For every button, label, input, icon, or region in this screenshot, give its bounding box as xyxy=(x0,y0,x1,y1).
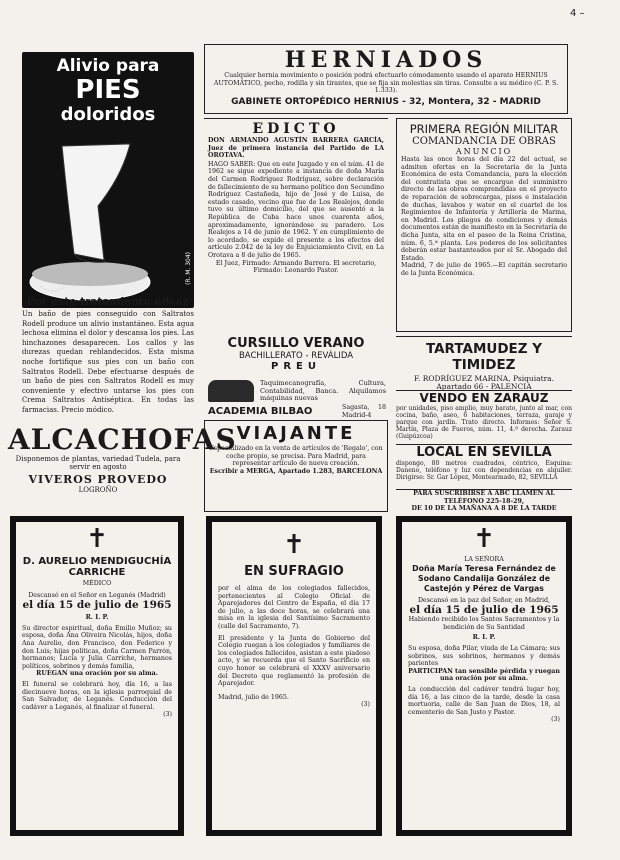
pies-banner-line3: doloridos xyxy=(60,104,156,125)
obit3-line2: Habiendo recibido los Santos Sacramentos y la bendición de Su Santidad xyxy=(408,616,560,631)
region-date: Madrid, 7 de julio de 1965.—El capitán secretario de la Junta Económica. xyxy=(401,262,567,277)
pies-banner-line1: Alivio para xyxy=(56,56,160,76)
edicto-title: EDICTO xyxy=(252,121,340,137)
pies-illustration xyxy=(22,52,194,308)
subscription-ad xyxy=(396,489,572,511)
cursillo-ad xyxy=(204,336,388,418)
obit3-body: Su esposa, doña Pilar, viuda de La Cámara; sus sobrinos, sus sobrinos, hermanos y demás parientes xyxy=(408,644,560,668)
obit3-name: Doña María Teresa Fernández de Sodano Candalija González de Castejón y Pérez de Vargas xyxy=(412,563,556,593)
obit1-name-line1: D. AURELIO MENDIGUCHÍA xyxy=(22,556,172,567)
zarauz-title: VENDO EN ZARAUZ xyxy=(419,391,549,405)
foot-basin-drawing xyxy=(22,136,194,306)
pies-headline: Por este tratamiento eficaz xyxy=(27,296,189,308)
obituary-sufragio xyxy=(206,516,382,836)
pies-body: Un baño de pies conseguido con Saltratos Rodell produce un alivio instantáneo. Esta agua lechosa elimina el dolor y descansa los pies. Las hinchazones desaparecen. Los callos y las durezas quedan reblandecidos. Esta misma noche fortifique sus pies con un baño con Saltratos Rodell. Debe efectuarse después de un baño de pies con Saltratos Rodell es muy conveniente y efectivo untarse los pies con Crema Saltratos Antiséptica. En todas las farmacias. Precio módico. xyxy=(22,310,194,414)
obit3-date: el día 15 de julio de 1965 xyxy=(409,604,559,617)
edicto-signature: El Juez, Firmado: Armando Barrera. El secretario, Firmado: Leonardo Pastor. xyxy=(215,259,377,275)
tartamudez-ad xyxy=(396,336,572,391)
cursillo-address: Sagasta, 18 Madrid-4 xyxy=(342,404,386,419)
region-subtitle: COMANDANCIA DE OBRAS xyxy=(412,136,556,147)
region-title: PRIMERA REGIÓN MILITAR xyxy=(409,122,559,136)
obit2-body2: El presidente y la Junta de Gobierno del Colegio ruegan a los colegiados y familiares de los colegiados fallecidos, asistan a este piadoso acto, y se recuerda que el Santo Sacrificio en cuyo honor se celebrará el XXXV aniversario del Decreto que reglamentó la profesión de Aparejador. xyxy=(218,634,370,688)
subscription-line1: PARA SUSCRIBIRSE A ABC LLAMEN AL TELÉFONO 225-18-29, xyxy=(413,490,555,505)
obit1-ruegan: RUEGAN una oración por su alma. xyxy=(36,670,158,678)
obit3-line1: Descansó en la paz del Señor, en Madrid, xyxy=(417,596,551,604)
obit1-date: el día 15 de julio de 1965 xyxy=(22,599,172,612)
region-ad xyxy=(396,118,572,332)
alcachofas-brand: VIVEROS PROVEDO xyxy=(28,473,168,487)
obit1-code: (3) xyxy=(163,711,172,719)
herniados-footer: GABINETE ORTOPÉDICO HERNIUS - 32, Montera, 32 - MADRID xyxy=(231,96,541,107)
cursillo-courses: Taquimecanografía, Cultura, Contabilidad, Banca. Alquilamos máquinas nuevas xyxy=(260,379,386,403)
obit1-role: MÉDICO xyxy=(82,580,112,587)
edicto-body: HAGO SABER: Que en este Juzgado y en el núm. 41 de 1962 se sigue expediente a instancia de doña María del Carmen Rodríguez Rodríguez, sobre declaración de fallecimiento de su hermano político don Secundino Rodríguez Castañeda, hijo de José y de Luisa, de estado casado, vecino que fue de Los Realejos, donde tuvo su último domicilio, del que se ausentó a la República de Cuba hace unos cuarenta años, aproximadamente, ignorándose su paradero. Los Realejos a 14 de junio de 1962. Y en cumplimiento de lo acordado, se expide el presente a los efectos del artículo 2.042 de la ley de Enjuiciamiento Civil, en La Orotava a 8 de julio de 1965. xyxy=(208,160,384,259)
obit2-code: (3) xyxy=(361,701,370,709)
sevilla-body: dispongo, 80 metros cuadrados, céntrico, Esquina: Daneno, teléfono y luz con dependencias en alquiler. Dirigirse: Sr. Gar López, Montearmado, 82, SEVILLA xyxy=(396,460,572,481)
pies-ad xyxy=(22,52,194,416)
obit3-pre: LA SEÑORA xyxy=(464,556,504,563)
obit2-body1: por el alma de los colegiados fallecidos, pertenecientes al Colegio Oficial de Aparejadores del Centro de España, el día 17 de julio, a las doce horas, se celebrará una misa en la iglesia del Santísimo Sacramento (calle del Sacramento, 7). xyxy=(218,585,370,630)
cross-icon: ✝ xyxy=(473,524,495,554)
cursillo-title: CURSILLO VERANO xyxy=(227,336,365,351)
obit3-code: (3) xyxy=(551,716,560,724)
typist-illustration xyxy=(208,380,254,402)
obit2-title: EN SUFRAGIO xyxy=(244,564,344,579)
obit1-rip: R. I. P. xyxy=(85,614,109,622)
obit1-funeral: El funeral se celebrará hoy, día 16, a las diecinueve horas, en la iglesia parroquial de San Salvador, de Leganés. Conducción del cadáver a Leganés, al finalizar el funeral. xyxy=(22,680,172,711)
obit1-line1: Descansó en el Señor en Leganés (Madrid) xyxy=(28,591,166,599)
pies-banner-line2: PIES xyxy=(75,75,141,105)
viajante-ad xyxy=(204,420,388,512)
cross-icon: ✝ xyxy=(283,530,305,560)
zarauz-body: por unidades, piso amplio, muy barato, junto al mar, con cocina, baño, aseo, 6 habitaciones, terraza, garaje y parque con jardín. Trato directo. Informes: Señor S. Martín, Plaza de Fueros, núm. 11, 4.º derecha. Zarauz (Guipúzcoa) xyxy=(396,405,572,440)
cursillo-subtitle: BACHILLERATO - REVÁLIDA xyxy=(238,351,354,361)
viajante-body: Especializado en la venta de artículos de 'Regalo', con coche propio, se precisa. Para Madrid, para representar artículo de nueva creación. xyxy=(209,445,383,468)
edicto-ad xyxy=(204,118,388,332)
obit3-funeral: La conducción del cadáver tendrá lugar hoy, día 16, a las cinco de la tarde, desde la casa mortuoria, calle de San Juan de Dios, 18, al cementerio de San Justo y Pastor. xyxy=(408,685,560,716)
tartamudez-line1: F. RODRÍGUEZ MARINA, Psiquiatra. xyxy=(413,374,555,383)
alcachofas-ad xyxy=(0,418,237,500)
herniados-ad xyxy=(204,44,568,114)
cursillo-school: ACADEMIA BILBAO xyxy=(208,406,313,417)
tartamudez-title: TARTAMUDEZ Y TIMIDEZ xyxy=(425,341,543,373)
obituary-mendiguchia xyxy=(10,516,184,836)
region-body: Hasta las once horas del día 22 del actual, se admiten ofertas en la Secretaría de la Junta Económica de esta Comandancia, para la elección del contratista que se encargue del suministro directo de las obras comprendidas en el proyecto de reparación de sobrecargas, pisos e instalación de duchas, lavabos y water en el cuartel de los Regimientos de Infantería y Artillería de Marina, en Madrid. Los pliegos de condiciones y demás documentos están de manifiesto en la Secretaría de dicha Junta, sita en el paseo de la Reina Cristina, núm. 6, 5.ª planta. Los poderes de los solicitantes deberán estar bastanteados por el Sr. Abogado del Estado. xyxy=(401,156,567,262)
region-heading: ANUNCIO xyxy=(455,147,513,156)
obit3-rip: R. I. P. xyxy=(472,634,496,642)
subscription-line2: DE 10 DE LA MAÑANA A 8 DE LA TARDE xyxy=(411,505,557,513)
obit1-body: Su director espiritual, doña Emilio Muñoz; su esposa, doña Ana Oliveira Nicolás, hijos, doña Ana Aurelio, don Francisco, don Federico y don Luis; hijas políticas, doña Carmen Parrón, hermanos; Lucía y Julia Carriche, hermanos políticos, sobrinos y demás familia, xyxy=(22,624,172,670)
cross-icon: ✝ xyxy=(86,524,108,554)
edicto-subtitle: DON ARMANDO AGUSTÍN BARRERA GARCÍA, Juez de primera instancia del Partido de LA OROTAVA. xyxy=(208,137,384,160)
viajante-contact: Escribir a MERGA, Apartado 1.283, BARCELONA xyxy=(209,467,383,475)
obit2-date: Madrid, julio de 1965. xyxy=(218,693,289,701)
sevilla-title: LOCAL EN SEVILLA xyxy=(416,445,552,460)
herniados-body: Cualquier hernia movimiento o posición podrá efectuarlo cómodamente usando el aparato HERNIUS AUTOMÁTICO, pecho, rodilla y sin tirantes, que se fija sin molestias sin tiras. Consulte a su médico (C. P. S. 1.333). xyxy=(213,72,559,95)
tartamudez-line2: Apartado 66 - PALENCIA xyxy=(436,381,532,391)
page-mark: 4 – xyxy=(570,8,585,19)
viajante-title: VIAJANTE xyxy=(236,423,356,444)
herniados-title: HERNIADOS xyxy=(284,47,488,73)
alcachofas-line1: Disponemos de plantas, variedad Tudela, para servir en agosto xyxy=(15,455,181,471)
cursillo-preu: PREU xyxy=(271,361,321,372)
obituary-fernandez xyxy=(396,516,572,836)
obit1-name-line2: CARRICHE xyxy=(68,567,126,578)
sevilla-ad xyxy=(396,444,572,488)
obit3-participan: PARTICIPAN tan sensible pérdida y ruegan una oración por su alma. xyxy=(408,667,560,683)
alcachofas-title: ALCACHOFAS xyxy=(8,423,237,456)
zarauz-ad xyxy=(396,390,572,442)
pies-side-code: (R. M. 304) xyxy=(185,252,192,285)
alcachofas-city: LOGROÑO xyxy=(78,486,118,495)
